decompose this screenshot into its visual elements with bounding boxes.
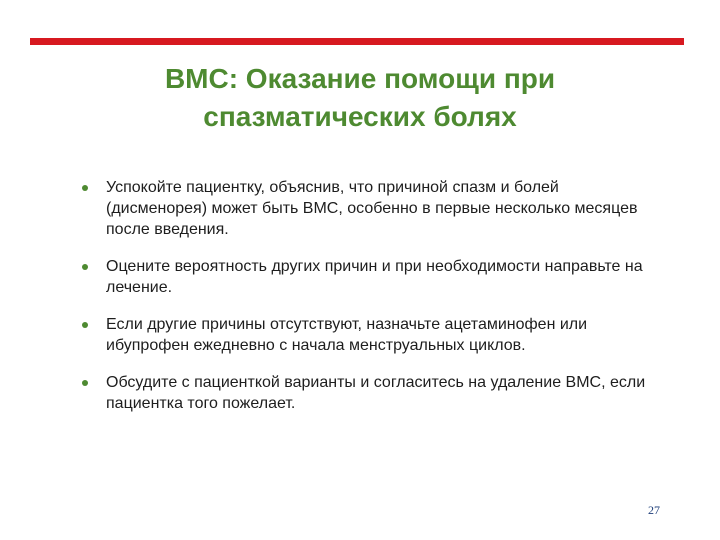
top-accent-bar xyxy=(30,38,684,45)
page-number: 27 xyxy=(648,503,660,517)
bullet-item-3: Если другие причины отсутствуют, назначьте ацетаминофен или ибупрофен ежедневно с начала менструальных циклов. xyxy=(82,314,652,356)
slide-title-line-2: спазматических болях xyxy=(203,101,517,132)
bullet-item-1: Успокойте пациентку, объяснив, что причиной спазм и болей (дисменорея) может быть ВМС, особенно в первые несколько месяцев после введения. xyxy=(82,177,652,240)
slide-title-line-1: ВМС: Оказание помощи при xyxy=(164,63,556,94)
slide-title xyxy=(60,60,660,136)
bullet-list xyxy=(82,177,652,430)
bullet-item-4: Обсудите с пациенткой варианты и согласитесь на удаление ВМС, если пациентка того пожелает. xyxy=(82,372,652,414)
bullet-item-2: Оцените вероятность других причин и при необходимости направьте на лечение. xyxy=(82,256,652,298)
